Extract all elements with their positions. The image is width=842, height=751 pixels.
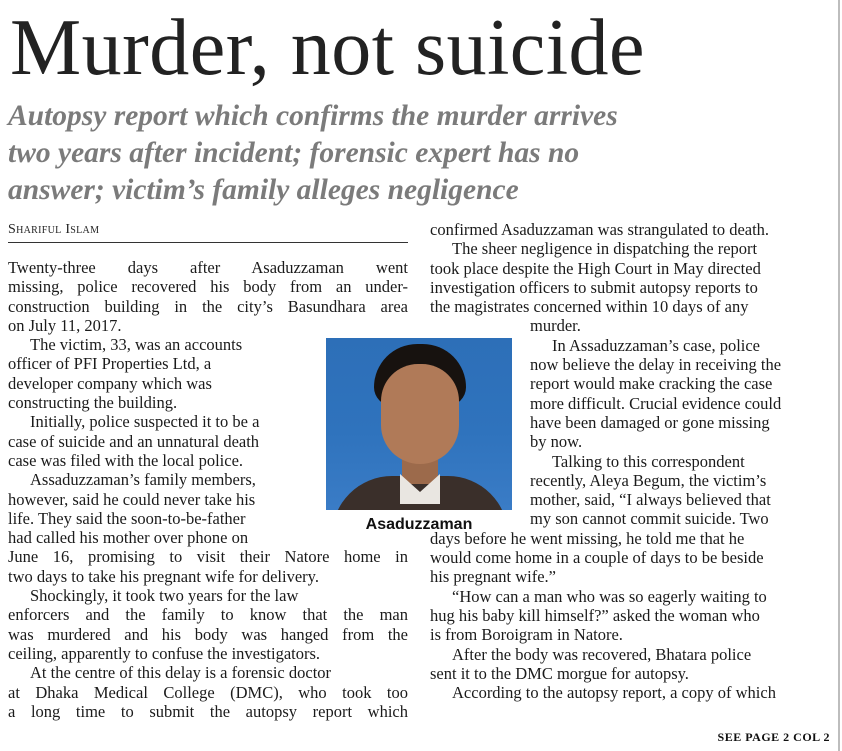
text-line: Talking to this correspondent: [552, 451, 745, 471]
text-line: “How can a man who was so eagerly waiting to: [452, 586, 767, 606]
text-line: investigation officers to submit autopsy reports to: [430, 277, 758, 297]
text-line: case of suicide and an unnatural death: [8, 431, 260, 451]
continued-on-page-note: SEE PAGE 2 COL 2: [717, 730, 830, 744]
text-line: officer of PFI Properties Ltd, a: [8, 354, 212, 374]
byline-divider: [8, 242, 408, 243]
text-line: mother, said, “I always believed that: [530, 490, 771, 510]
text-line: Shockingly, it took two years for the law: [30, 586, 299, 606]
column-rule: [838, 0, 840, 751]
text-line: his pregnant wife.”: [430, 567, 556, 587]
text-line: recently, Aleya Begum, the victim’s: [530, 470, 767, 490]
text-line: a long time to submit the autopsy report which: [8, 701, 408, 721]
text-line: by now.: [530, 432, 583, 452]
text-line: life. They said the soon-to-be-father: [8, 508, 246, 528]
text-line: is from Boroigram in Natore.: [430, 625, 623, 645]
text-line: ceiling, apparently to confuse the investigators.: [8, 643, 321, 663]
text-line: case was filed with the local police.: [8, 450, 244, 470]
deck-line: two years after incident; forensic expert has no: [8, 137, 580, 169]
text-line: enforcers and the family to know that the man: [8, 605, 408, 625]
text-line: After the body was recovered, Bhatara police: [452, 644, 752, 664]
photo-caption: Asaduzzaman: [365, 516, 473, 533]
text-line: two days to take his pregnant wife for delivery.: [8, 566, 319, 586]
text-line: The sheer negligence in dispatching the report: [452, 239, 758, 259]
text-line: sent it to the DMC morgue for autopsy.: [430, 663, 689, 683]
text-line: had called his mother over phone on: [8, 528, 249, 548]
text-line: The victim, 33, was an accounts: [30, 335, 243, 355]
text-line: however, said he could never take his: [8, 489, 256, 509]
text-line: Initially, police suspected it to be a: [30, 412, 260, 432]
text-line: hug his baby kill himself?” asked the woman who: [430, 605, 760, 625]
headline: Murder, not suicide: [10, 4, 646, 92]
text-line: developer company which was: [8, 373, 212, 393]
text-line: construction building in the city’s Basundhara area: [8, 296, 408, 316]
text-line: would come home in a couple of days to be beside: [430, 548, 764, 568]
text-line: more difficult. Crucial evidence could: [530, 393, 782, 413]
text-line: have been damaged or gone missing: [530, 412, 770, 432]
text-line: Assaduzzaman’s family members,: [30, 470, 256, 490]
text-line: June 16, promising to visit their Natore home in: [8, 547, 408, 567]
deck: [8, 98, 828, 209]
text-line: report would make cracking the case: [530, 374, 773, 394]
text-line: was murdered and his body was hanged from the: [8, 624, 408, 644]
text-line: took place despite the High Court in May directed: [430, 258, 761, 278]
text-line: In Assaduzzaman’s case, police: [552, 335, 761, 355]
text-line: murder.: [530, 316, 581, 336]
text-line: the magistrates concerned within 10 days of any: [430, 297, 749, 317]
text-line: constructing the building.: [8, 393, 178, 413]
byline: Shariful Islam: [8, 222, 100, 237]
deck-line: Autopsy report which confirms the murder arrives: [8, 100, 618, 132]
text-line: confirmed Asaduzzaman was strangulated to death.: [430, 220, 770, 239]
deck-line: answer; victim’s family alleges negligence: [8, 174, 519, 206]
text-line: days before he went missing, he told me that he: [430, 528, 745, 548]
text-line: missing, police recovered his body from an under-: [8, 277, 408, 297]
text-line: According to the autopsy report, a copy of which: [452, 683, 776, 703]
text-line: on July 11, 2017.: [8, 315, 122, 335]
text-line: At the centre of this delay is a forensic doctor: [30, 663, 332, 683]
text-line: now believe the delay in receiving the: [530, 355, 782, 375]
column-2: [430, 220, 830, 702]
text-line: Twenty-three days after Asaduzzaman went: [8, 258, 408, 277]
text-line: at Dhaka Medical College (DMC), who took too: [8, 682, 408, 702]
text-line: my son cannot commit suicide. Two: [530, 509, 769, 529]
